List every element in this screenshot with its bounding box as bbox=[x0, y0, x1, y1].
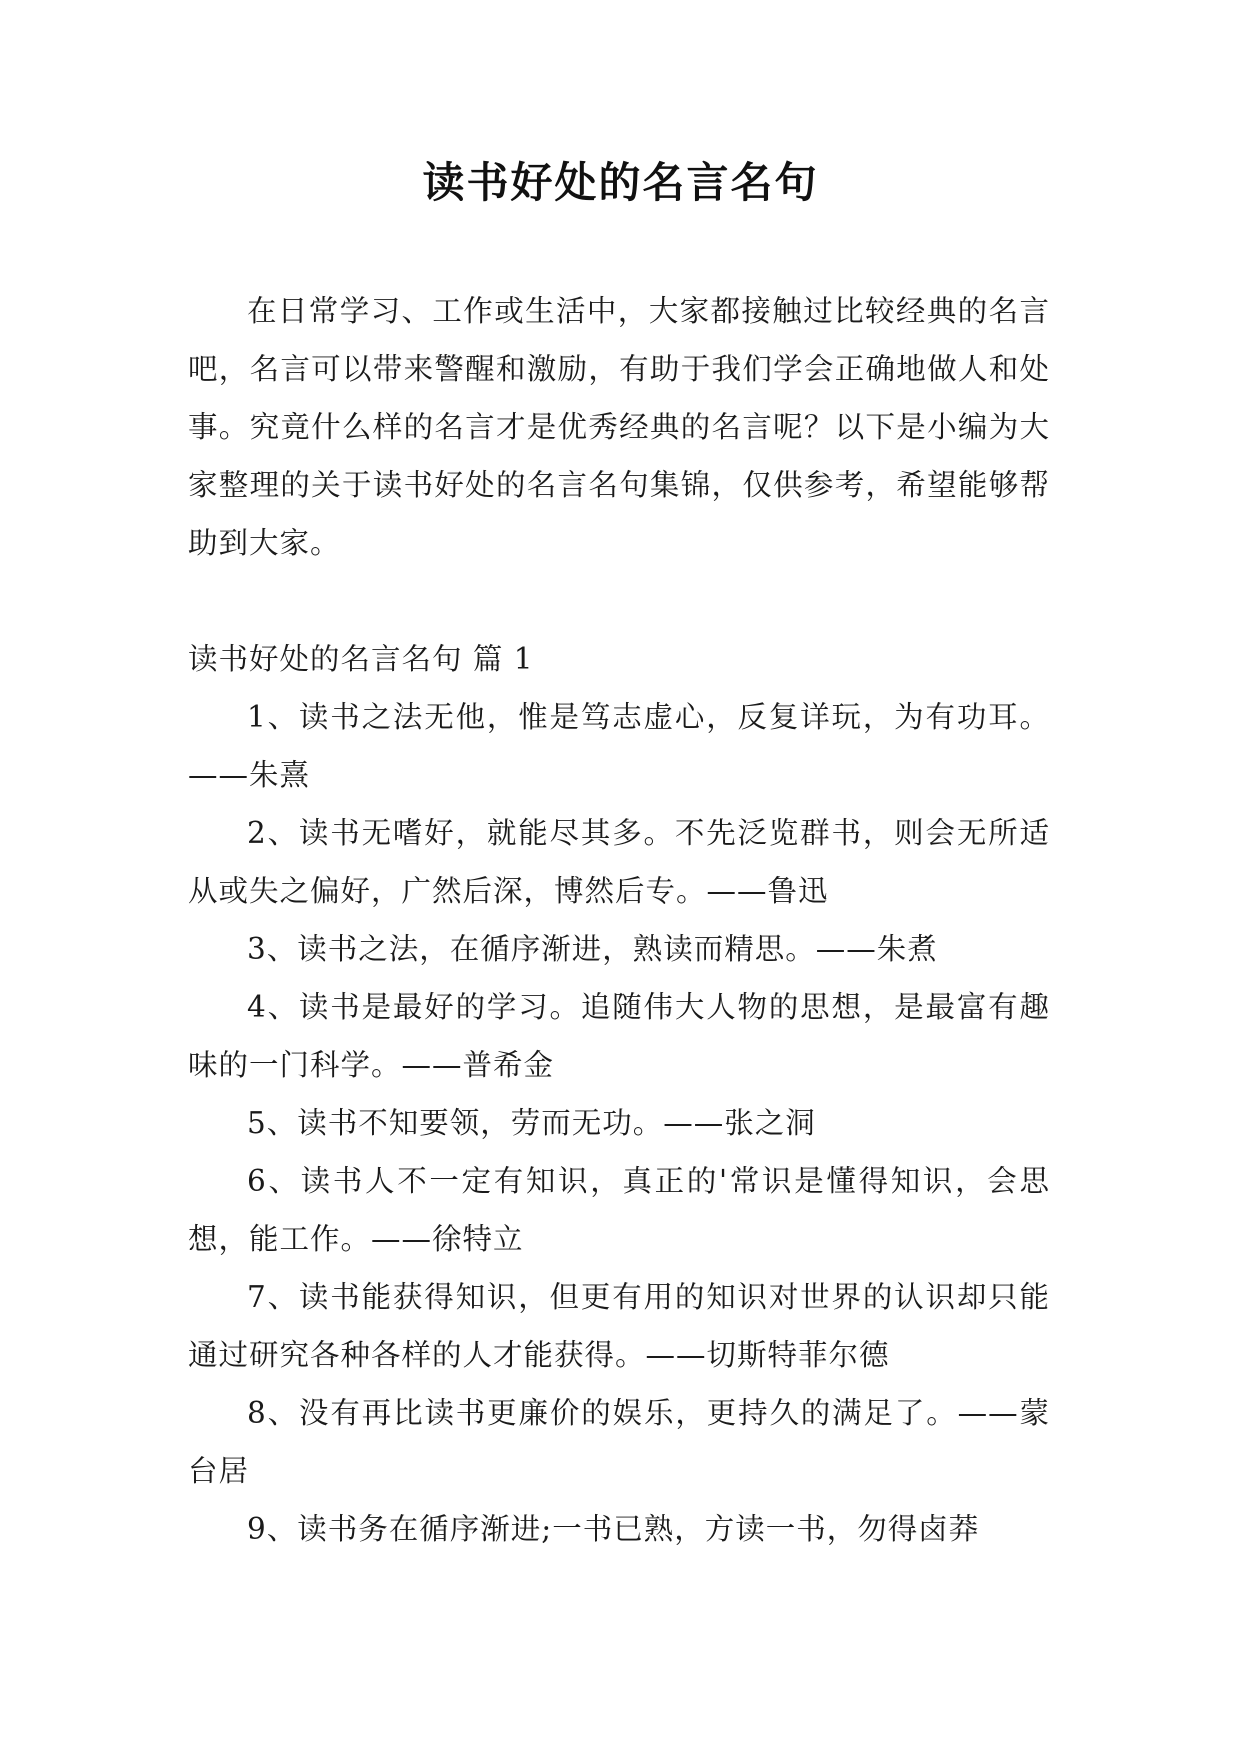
quote-item-3: 3、读书之法，在循序渐进，熟读而精思。——朱煮 bbox=[247, 932, 938, 966]
quote-item-1: 1、读书之法无他，惟是笃志虚心，反复详玩，为有功耳。——朱熹 bbox=[188, 700, 1050, 792]
quote-item-6: 6、读书人不一定有知识，真正的'常识是懂得知识，会思想，能工作。——徐特立 bbox=[188, 1164, 1050, 1256]
quote-item-4: 4、读书是最好的学习。追随伟大人物的思想，是最富有趣味的一门科学。——普希金 bbox=[188, 990, 1050, 1082]
document-body bbox=[188, 282, 1050, 1558]
quote-list bbox=[188, 688, 1050, 1558]
quote-item-7: 7、读书能获得知识，但更有用的知识对世界的认识却只能通过研究各种各样的人才能获得。——切斯特菲尔德 bbox=[188, 1280, 1050, 1372]
page-title: 读书好处的名言名句 bbox=[422, 158, 819, 207]
quote-item-2: 2、读书无嗜好，就能尽其多。不先泛览群书，则会无所适从或失之偏好，广然后深，博然后专。——鲁迅 bbox=[188, 816, 1050, 908]
intro-paragraph: 在日常学习、工作或生活中，大家都接触过比较经典的名言吧，名言可以带来警醒和激励，有助于我们学会正确地做人和处事。究竟什么样的名言才是优秀经典的名言呢？以下是小编为大家整理的关于读书好处的名言名句集锦，仅供参考，希望能够帮助到大家。 bbox=[188, 294, 1050, 560]
quote-item-8: 8、没有再比读书更廉价的娱乐，更持久的满足了。——蒙台居 bbox=[188, 1396, 1050, 1488]
section-heading: 读书好处的名言名句 篇 1 bbox=[188, 642, 534, 676]
quote-item-9: 9、读书务在循序渐进;一书已熟，方读一书，勿得卤莽 bbox=[247, 1512, 980, 1546]
quote-item-5: 5、读书不知要领，劳而无功。——张之洞 bbox=[247, 1106, 816, 1140]
